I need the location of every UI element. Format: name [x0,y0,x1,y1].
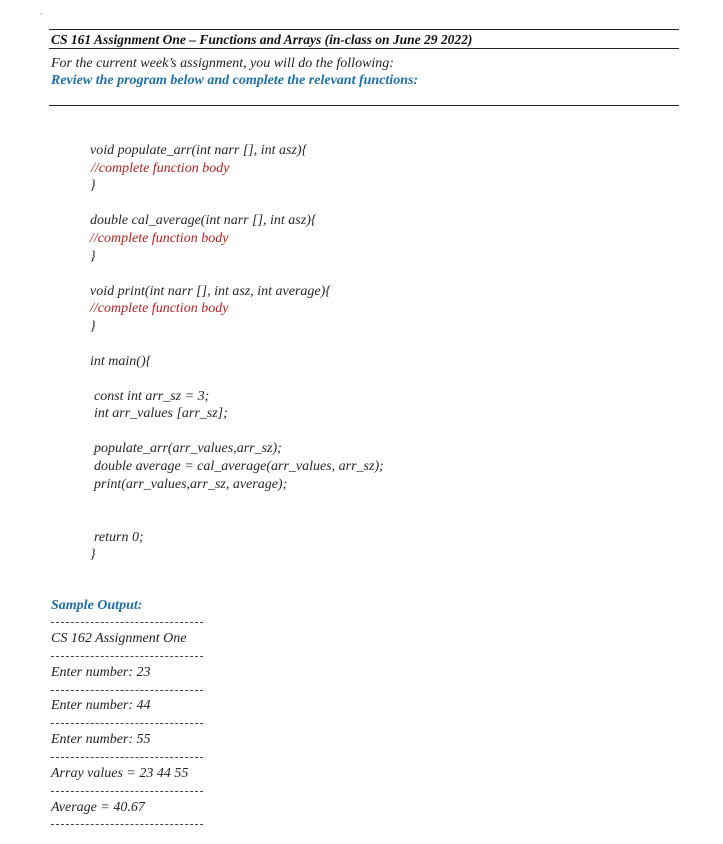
populate-signature: void populate_arr(int narr [], int asz){ [90,143,308,158]
output-separator [51,723,203,724]
average-signature: double cal_average(int narr [], int asz){ [90,213,317,228]
output-line: CS 162 Assignment One [51,631,187,646]
main-signature: int main(){ [90,354,152,369]
print-signature: void print(int narr [], int asz, int average){ [90,284,331,299]
average-call: double average = cal_average(arr_values, arr_sz); [94,459,384,474]
output-line: Enter number: 23 [51,665,151,680]
populate-call: populate_arr(arr_values,arr_sz); [94,441,282,456]
output-line: Average = 40.67 [51,800,145,815]
main-close-brace: } [90,547,96,562]
average-comment: //complete function body [90,231,229,246]
populate-close-brace: } [90,178,96,193]
output-separator [51,824,203,825]
section-divider [49,105,679,106]
output-separator [51,656,203,657]
sample-output-heading: Sample Output: [51,598,143,613]
print-call: print(arr_values,arr_sz, average); [94,477,288,492]
print-close-brace: } [90,319,96,334]
average-close-brace: } [90,249,96,264]
intro-text: For the current week’s assignment, you will do the following: [51,56,394,71]
array-declaration: int arr_values [arr_sz]; [94,406,228,421]
print-comment: //complete function body [90,301,229,316]
assignment-title: CS 161 Assignment One – Functions and Arrays (in-class on June 29 2022) [51,32,473,47]
output-separator [51,757,203,758]
output-line: Array values = 23 44 55 [51,766,189,781]
instruction-heading: Review the program below and complete the relevant functions: [51,73,419,88]
output-separator [51,791,203,792]
output-line: Enter number: 44 [51,698,151,713]
output-line: Enter number: 55 [51,732,151,747]
output-separator [51,690,203,691]
const-declaration: const int arr_sz = 3; [94,389,210,404]
populate-comment: //complete function body [91,161,230,176]
return-statement: return 0; [94,530,144,545]
stray-dot: · [40,10,43,19]
title-underline [49,48,679,49]
output-separator [51,622,203,623]
top-rule [49,29,679,30]
